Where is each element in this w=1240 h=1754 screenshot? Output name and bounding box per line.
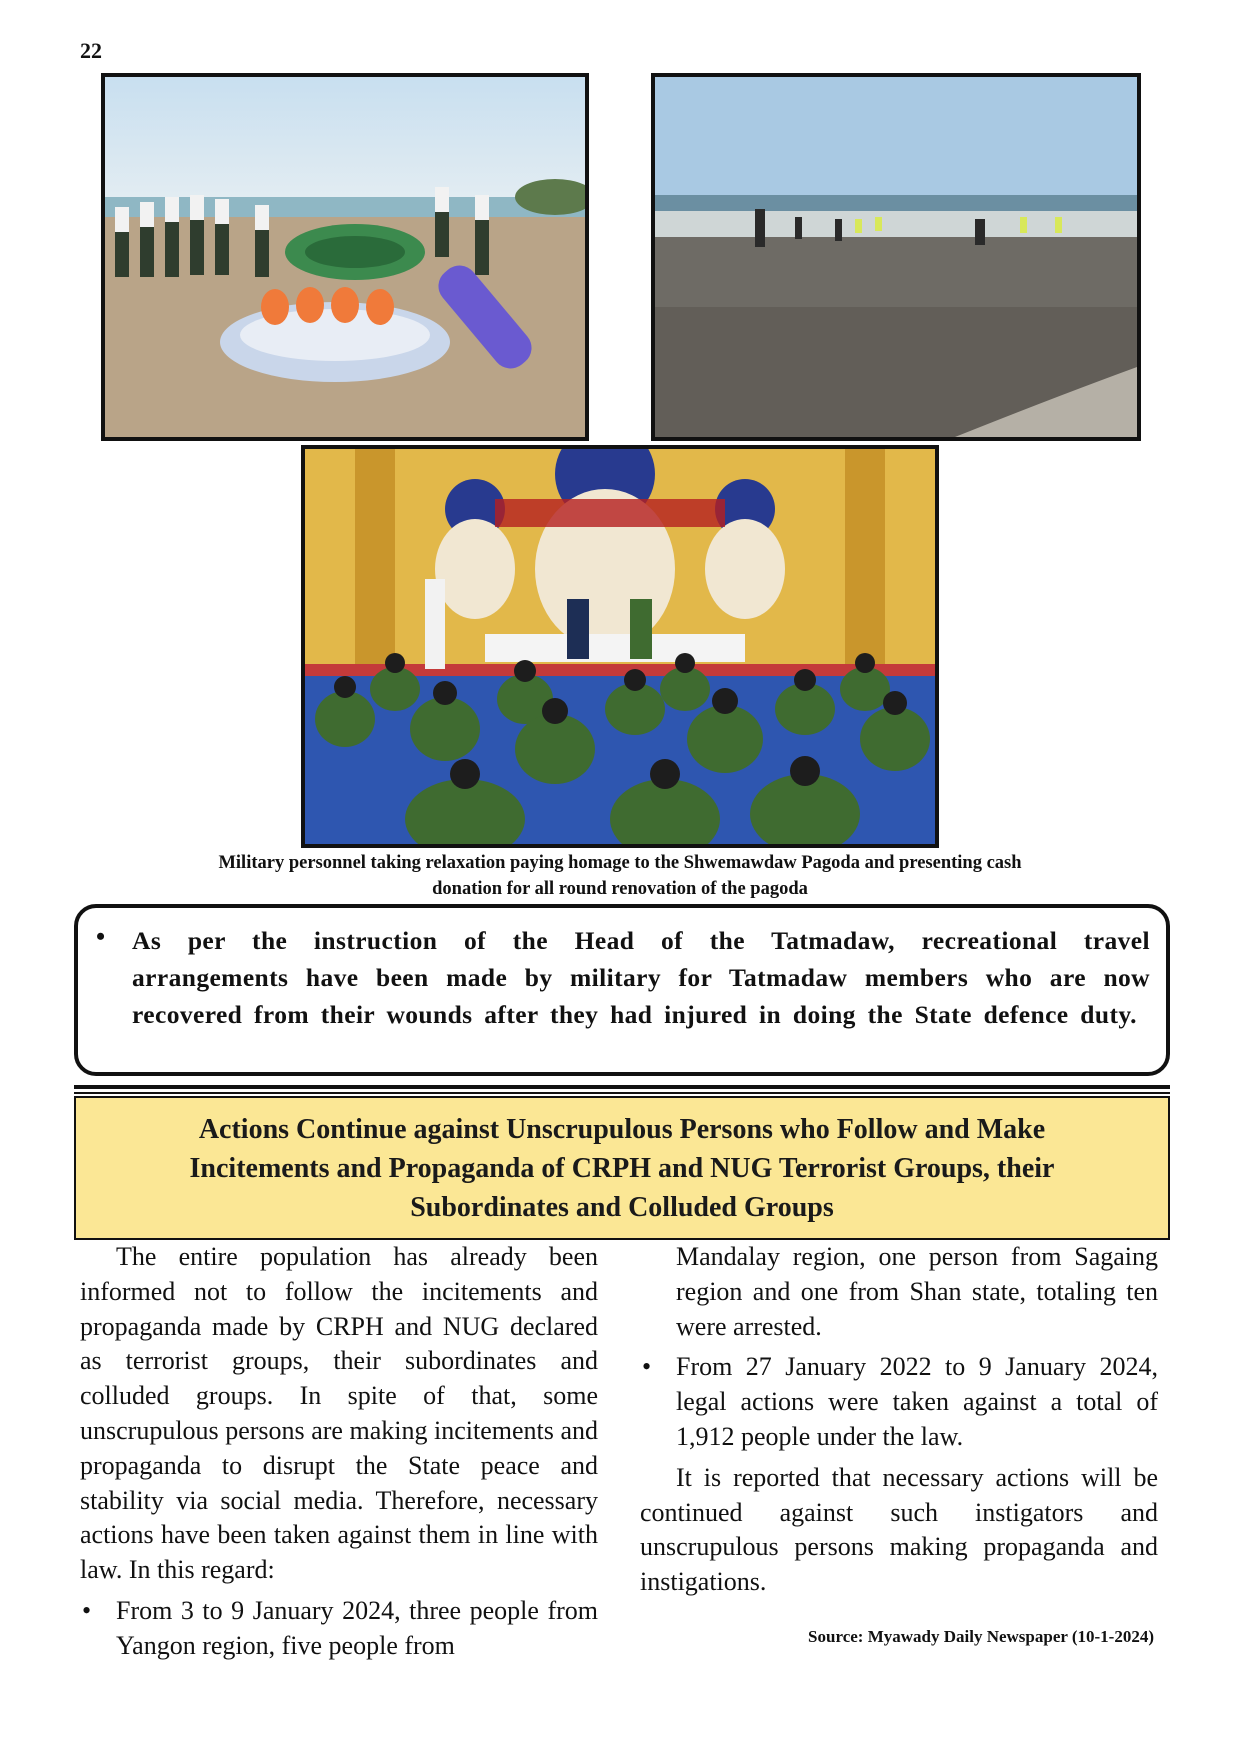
photo-pagoda-interior <box>301 445 939 848</box>
source-credit: Source: Myawady Daily Newspaper (10-1-2024) <box>808 1627 1154 1646</box>
photo-beach-waves <box>651 73 1141 441</box>
caption-line-2: donation for all round renovation of the pagoda <box>432 879 808 899</box>
article-column-right <box>640 1240 1158 1600</box>
bullet-dot: • <box>82 1595 92 1625</box>
headline-line-3: Subordinates and Colluded Groups <box>410 1191 834 1223</box>
article-bullet-1 <box>80 1594 598 1664</box>
article-column-left <box>80 1240 598 1664</box>
notice-bullet: • <box>96 922 106 951</box>
headline-box <box>74 1096 1170 1240</box>
headline <box>190 1110 1055 1227</box>
caption-line-1: Military personnel taking relaxation paying homage to the Shwemawdaw Pagoda and presenting cash <box>218 853 1022 873</box>
bullet-dot: • <box>642 1352 652 1382</box>
photo-beach-boats <box>101 73 589 441</box>
article-bullet-1-part1: From 3 to 9 January 2024, three people from Yangon region, five people from <box>116 1595 598 1660</box>
article-bullet-2-text: From 27 January 2022 to 9 January 2024, legal actions were taken against a total of 1,912 people under the law. <box>676 1352 1158 1451</box>
headline-line-2: Incitements and Propaganda of CRPH and NUG Terrorist Groups, their <box>189 1152 1055 1184</box>
divider-thin <box>74 1092 1170 1094</box>
notice-box <box>74 904 1170 1076</box>
page-number: 22 <box>80 38 102 63</box>
article-bullet-2 <box>640 1350 1158 1454</box>
notice-text: As per the instruction of the Head of the Tatmadaw, recreational travel arrangements have been made by military for Tatmadaw members who are now recovered from their wounds after they had injured in doing the State defence duty. <box>132 926 1150 1029</box>
divider-thick <box>74 1085 1170 1089</box>
article-closing: It is reported that necessary actions will be continued against such instigators and unscrupulous persons making propaganda and instigations. <box>640 1462 1158 1597</box>
article-intro: The entire population has already been informed not to follow the incitements and propaganda made by CRPH and NUG declared as terrorist groups, their subordinates and colluded groups. In spite of that, some unscrupulous persons are making incitements and propaganda to disrupt the State peace and stability via social media. Therefore, necessary actions have been taken against them in line with law. In this regard: <box>80 1242 598 1585</box>
headline-line-1: Actions Continue against Unscrupulous Persons who Follow and Make <box>198 1113 1046 1145</box>
photo-caption <box>150 850 1090 902</box>
article-bullet-1-part2: Mandalay region, one person from Sagaing region and one from Shan state, totaling ten were arrested. <box>676 1242 1158 1341</box>
